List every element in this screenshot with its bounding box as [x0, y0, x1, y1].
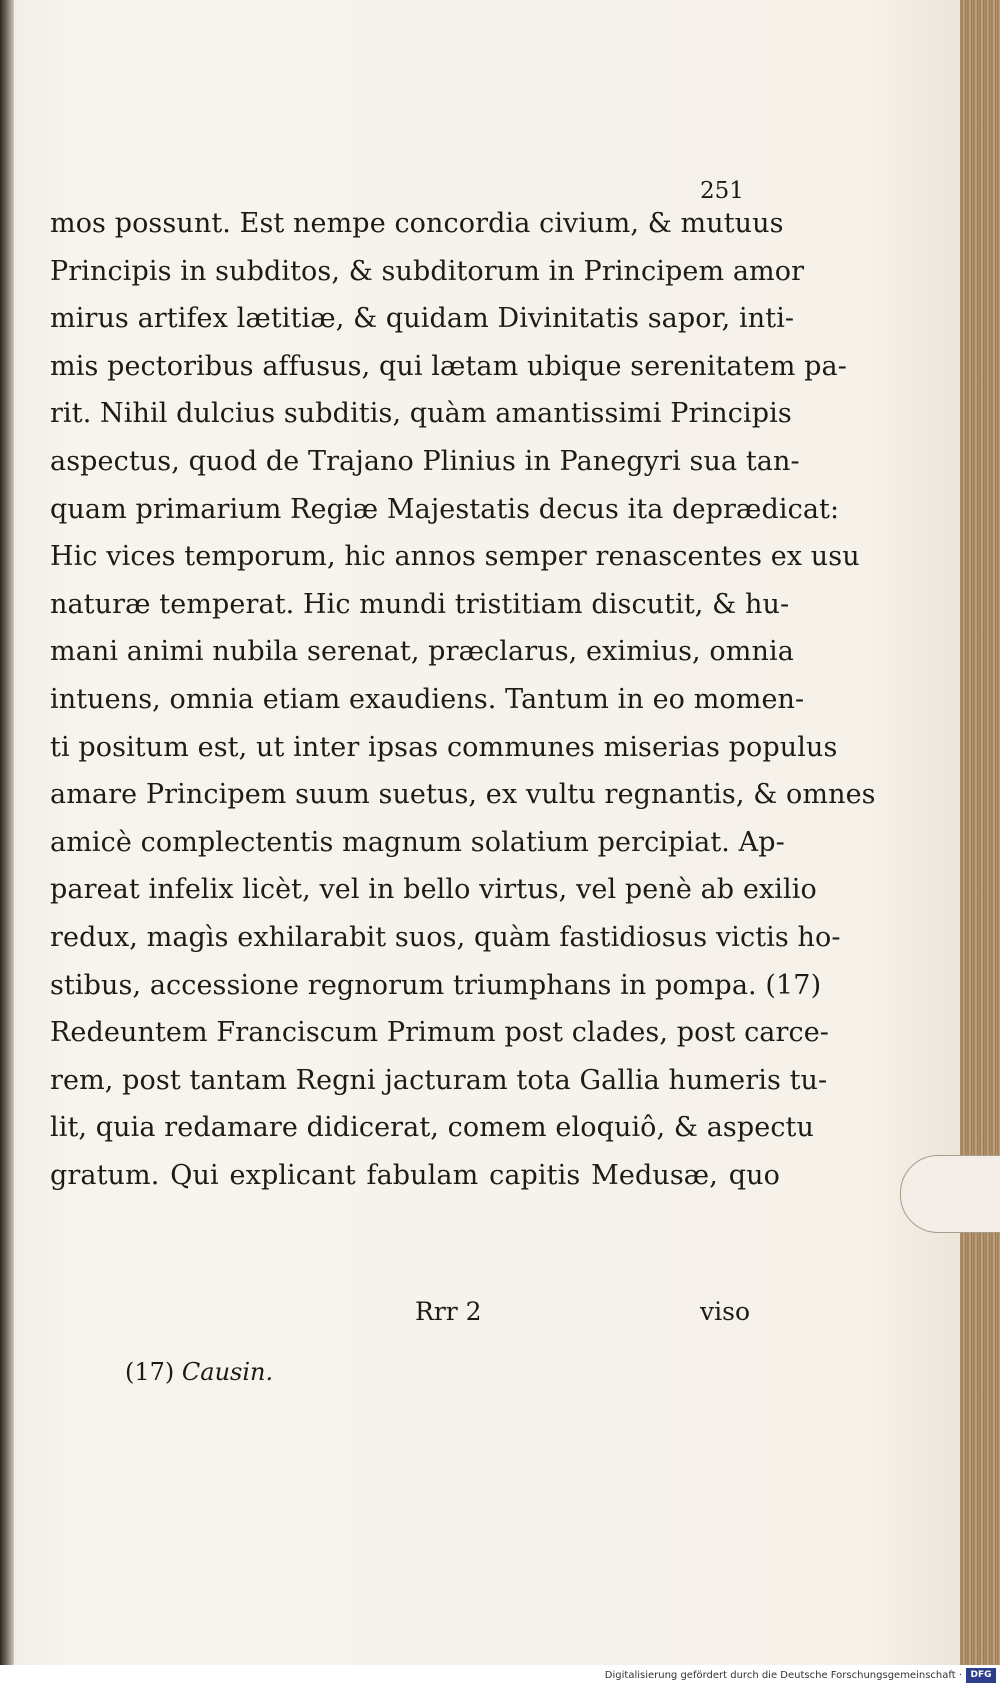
page-tab-marker: [900, 1155, 1000, 1233]
catchword: viso: [700, 1297, 750, 1326]
page-number: 251: [700, 178, 744, 204]
footnote-text: Causin.: [181, 1358, 274, 1386]
text-line: mos possunt. Est nempe concordia civium, & mutuus: [50, 208, 784, 239]
text-line: aspectus, quod de Trajano Plinius in Panegyri sua tan-: [50, 446, 800, 477]
text-line: ti positum est, ut inter ipsas communes miserias populus: [50, 731, 838, 763]
text-line: mis pectoribus affusus, qui lætam ubique serenitatem pa-: [50, 350, 847, 382]
page-block-edge: [960, 0, 1000, 1665]
text-line: rit. Nihil dulcius subditis, quàm amantissimi Principis: [50, 398, 792, 430]
text-line: mirus artifex lætitiæ, & quidam Divinitatis sapor, inti-: [50, 303, 795, 335]
text-line: Redeuntem Franciscum Primum post clades, post carce-: [50, 1017, 830, 1049]
text-line: intuens, omnia etiam exaudiens. Tantum in eo momen-: [50, 684, 805, 715]
left-page-edge: [0, 0, 14, 1665]
footnote-marker: (17): [125, 1358, 175, 1386]
text-line: Hic vices temporum, hic annos semper renascentes ex usu: [50, 541, 860, 573]
text-line: quam primarium Regiæ Majestatis decus ita deprædicat:: [50, 493, 840, 525]
text-line: rem, post tantam Regni jacturam tota Gallia humeris tu-: [50, 1064, 828, 1096]
text-line: naturæ temperat. Hic mundi tristitiam discutit, & hu-: [50, 588, 790, 620]
text-line: amicè complectentis magnum solatium percipiat. Ap-: [50, 826, 785, 858]
text-line: lit, quia redamare didicerat, comem eloquiô, & aspectu: [50, 1112, 814, 1144]
signature-mark: Rrr 2: [415, 1297, 482, 1326]
text-line: gratum. Qui explicant fabulam capitis Medusæ, quo: [50, 1160, 780, 1191]
text-line: mani animi nubila serenat, præclarus, eximius, omnia: [50, 636, 794, 668]
dfg-logo: DFG: [966, 1668, 996, 1683]
text-line: redux, magìs exhilarabit suos, quàm fastidiosus victis ho-: [50, 922, 841, 953]
text-line: amare Principem suum suetus, ex vultu regnantis, & omnes: [50, 779, 876, 811]
footnote: [125, 1358, 273, 1386]
text-line: stibus, accessione regnorum triumphans in pompa. (17): [50, 969, 822, 1001]
text-line: Principis in subditos, & subditorum in Principem amor: [50, 255, 805, 287]
text-line: pareat infelix licèt, vel in bello virtus, vel penè ab exilio: [50, 874, 817, 906]
footer-credit: Digitalisierung gefördert durch die Deutsche Forschungsgemeinschaft ·: [604, 1670, 962, 1681]
